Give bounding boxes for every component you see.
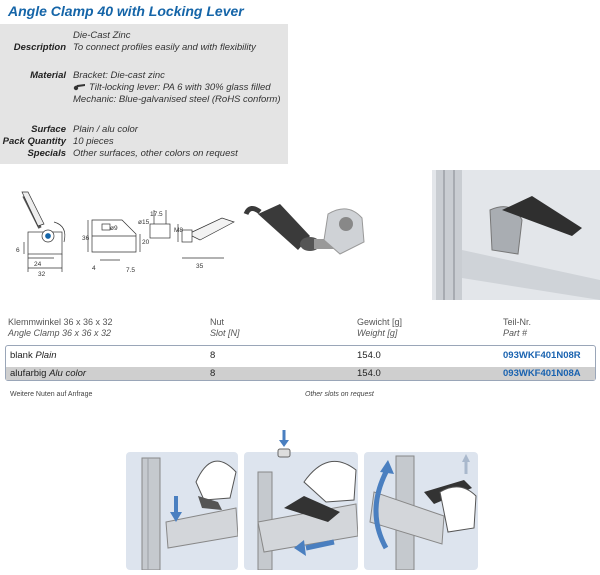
note-de: Weitere Nuten auf Anfrage [10, 391, 93, 398]
pack-quantity-value: 10 pieces [73, 136, 114, 147]
step-3-panel [364, 452, 478, 570]
row-1-part-number: 093WKF401N08R [503, 350, 581, 361]
description-material: Die-Cast Zinc [73, 30, 131, 41]
material-line-1: Bracket: Die-cast zinc [73, 70, 165, 81]
spec-box [0, 24, 288, 164]
dim-7-5: 7.5 [126, 267, 136, 274]
lever-icon [73, 82, 86, 91]
technical-drawings [10, 180, 240, 290]
col-part-en: Part # [503, 328, 528, 338]
dim-35: 35 [196, 263, 204, 270]
dim-20: 20 [142, 239, 150, 246]
material-line-3: Mechanic: Blue-galvanised steel (RoHS conform) [73, 94, 281, 105]
description-value: To connect profiles easily and with flexibility [73, 42, 256, 53]
specials-value: Other surfaces, other colors on request [73, 148, 238, 159]
dim-6: 6 [16, 247, 20, 254]
col-weight-de: Gewicht [g] [357, 317, 403, 327]
dim-17-5: 17.5 [150, 211, 163, 218]
row-1-weight: 154.0 [357, 350, 381, 361]
col-weight-en: Weight [g] [357, 328, 398, 338]
col-article-en: Angle Clamp 36 x 36 x 32 [8, 328, 112, 338]
assembly-steps [126, 452, 478, 570]
note-en: Other slots on request [305, 391, 374, 398]
dim-9: ø9 [110, 225, 118, 232]
step-1-illustration [126, 452, 238, 570]
pack-quantity-label: Pack Quantity [2, 136, 66, 147]
dim-36: 36 [82, 235, 90, 242]
dim-4: 4 [92, 265, 96, 272]
col-slot-de: Nut [210, 317, 225, 327]
side-view-drawing [22, 192, 65, 272]
lever-photo [240, 184, 375, 269]
row-2-finish-en: Alu color [49, 368, 87, 379]
material-label: Material [30, 70, 66, 81]
lever-drawing [178, 218, 234, 258]
dim-m8: M8 [174, 227, 184, 234]
specials-label: Specials [27, 148, 66, 159]
step-3-illustration [364, 452, 478, 570]
row-1-finish-en: Plain [35, 350, 57, 361]
material-line-2: Tilt-locking lever: PA 6 with 30% glass filled [89, 82, 271, 93]
col-article-de: Klemmwinkel 36 x 36 x 32 [8, 317, 113, 327]
step-2-panel [244, 452, 358, 570]
step-2-illustration [244, 452, 358, 570]
row-2-part-number: 093WKF401N08A [503, 368, 581, 379]
surface-label: Surface [31, 124, 66, 135]
row-2-slot: 8 [210, 368, 216, 379]
description-label: Description [13, 42, 66, 53]
page-title: Angle Clamp 40 with Locking Lever [8, 3, 244, 19]
surface-value: Plain / alu color [73, 124, 138, 135]
col-slot-en: Slot [N] [210, 328, 240, 338]
dim-15: ø15 [138, 219, 150, 226]
dim-32: 32 [38, 271, 46, 278]
down-arrow-icon [276, 430, 292, 458]
assembly-photo [432, 170, 600, 300]
row-1-finish-de: blank [10, 350, 33, 361]
step-1-panel [126, 452, 238, 570]
row-1-slot: 8 [210, 350, 216, 361]
row-2-weight: 154.0 [357, 368, 381, 379]
dim-24: 24 [34, 261, 42, 268]
row-2-finish-de: alufarbig [10, 368, 47, 379]
col-part-de: Teil-Nr. [503, 317, 532, 327]
